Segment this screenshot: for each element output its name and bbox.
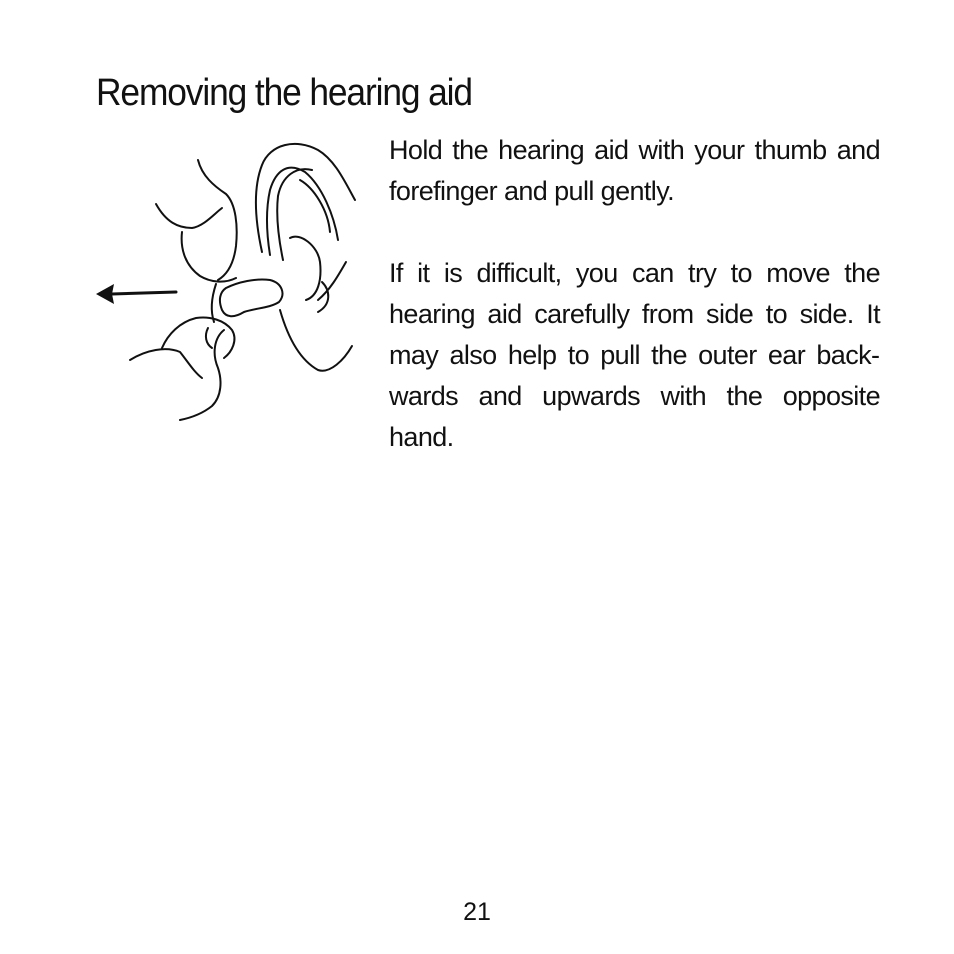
- left-arrow-icon: [96, 284, 176, 304]
- instruction-paragraph-2: If it is difficult, you can try to move the hearing aid carefully from side to side. It may also help to pull the outer ear backwards and upwards with the opposite hand.: [389, 258, 880, 452]
- page-title: Removing the hearing aid: [96, 72, 472, 114]
- instruction-paragraph-1: Hold the hearing aid with your thumb and forefinger and pull gently.: [389, 135, 880, 206]
- page-number: 21: [463, 898, 491, 926]
- instructions: [389, 130, 880, 458]
- hand-removing-hearing-aid-from-ear-icon: [88, 136, 362, 428]
